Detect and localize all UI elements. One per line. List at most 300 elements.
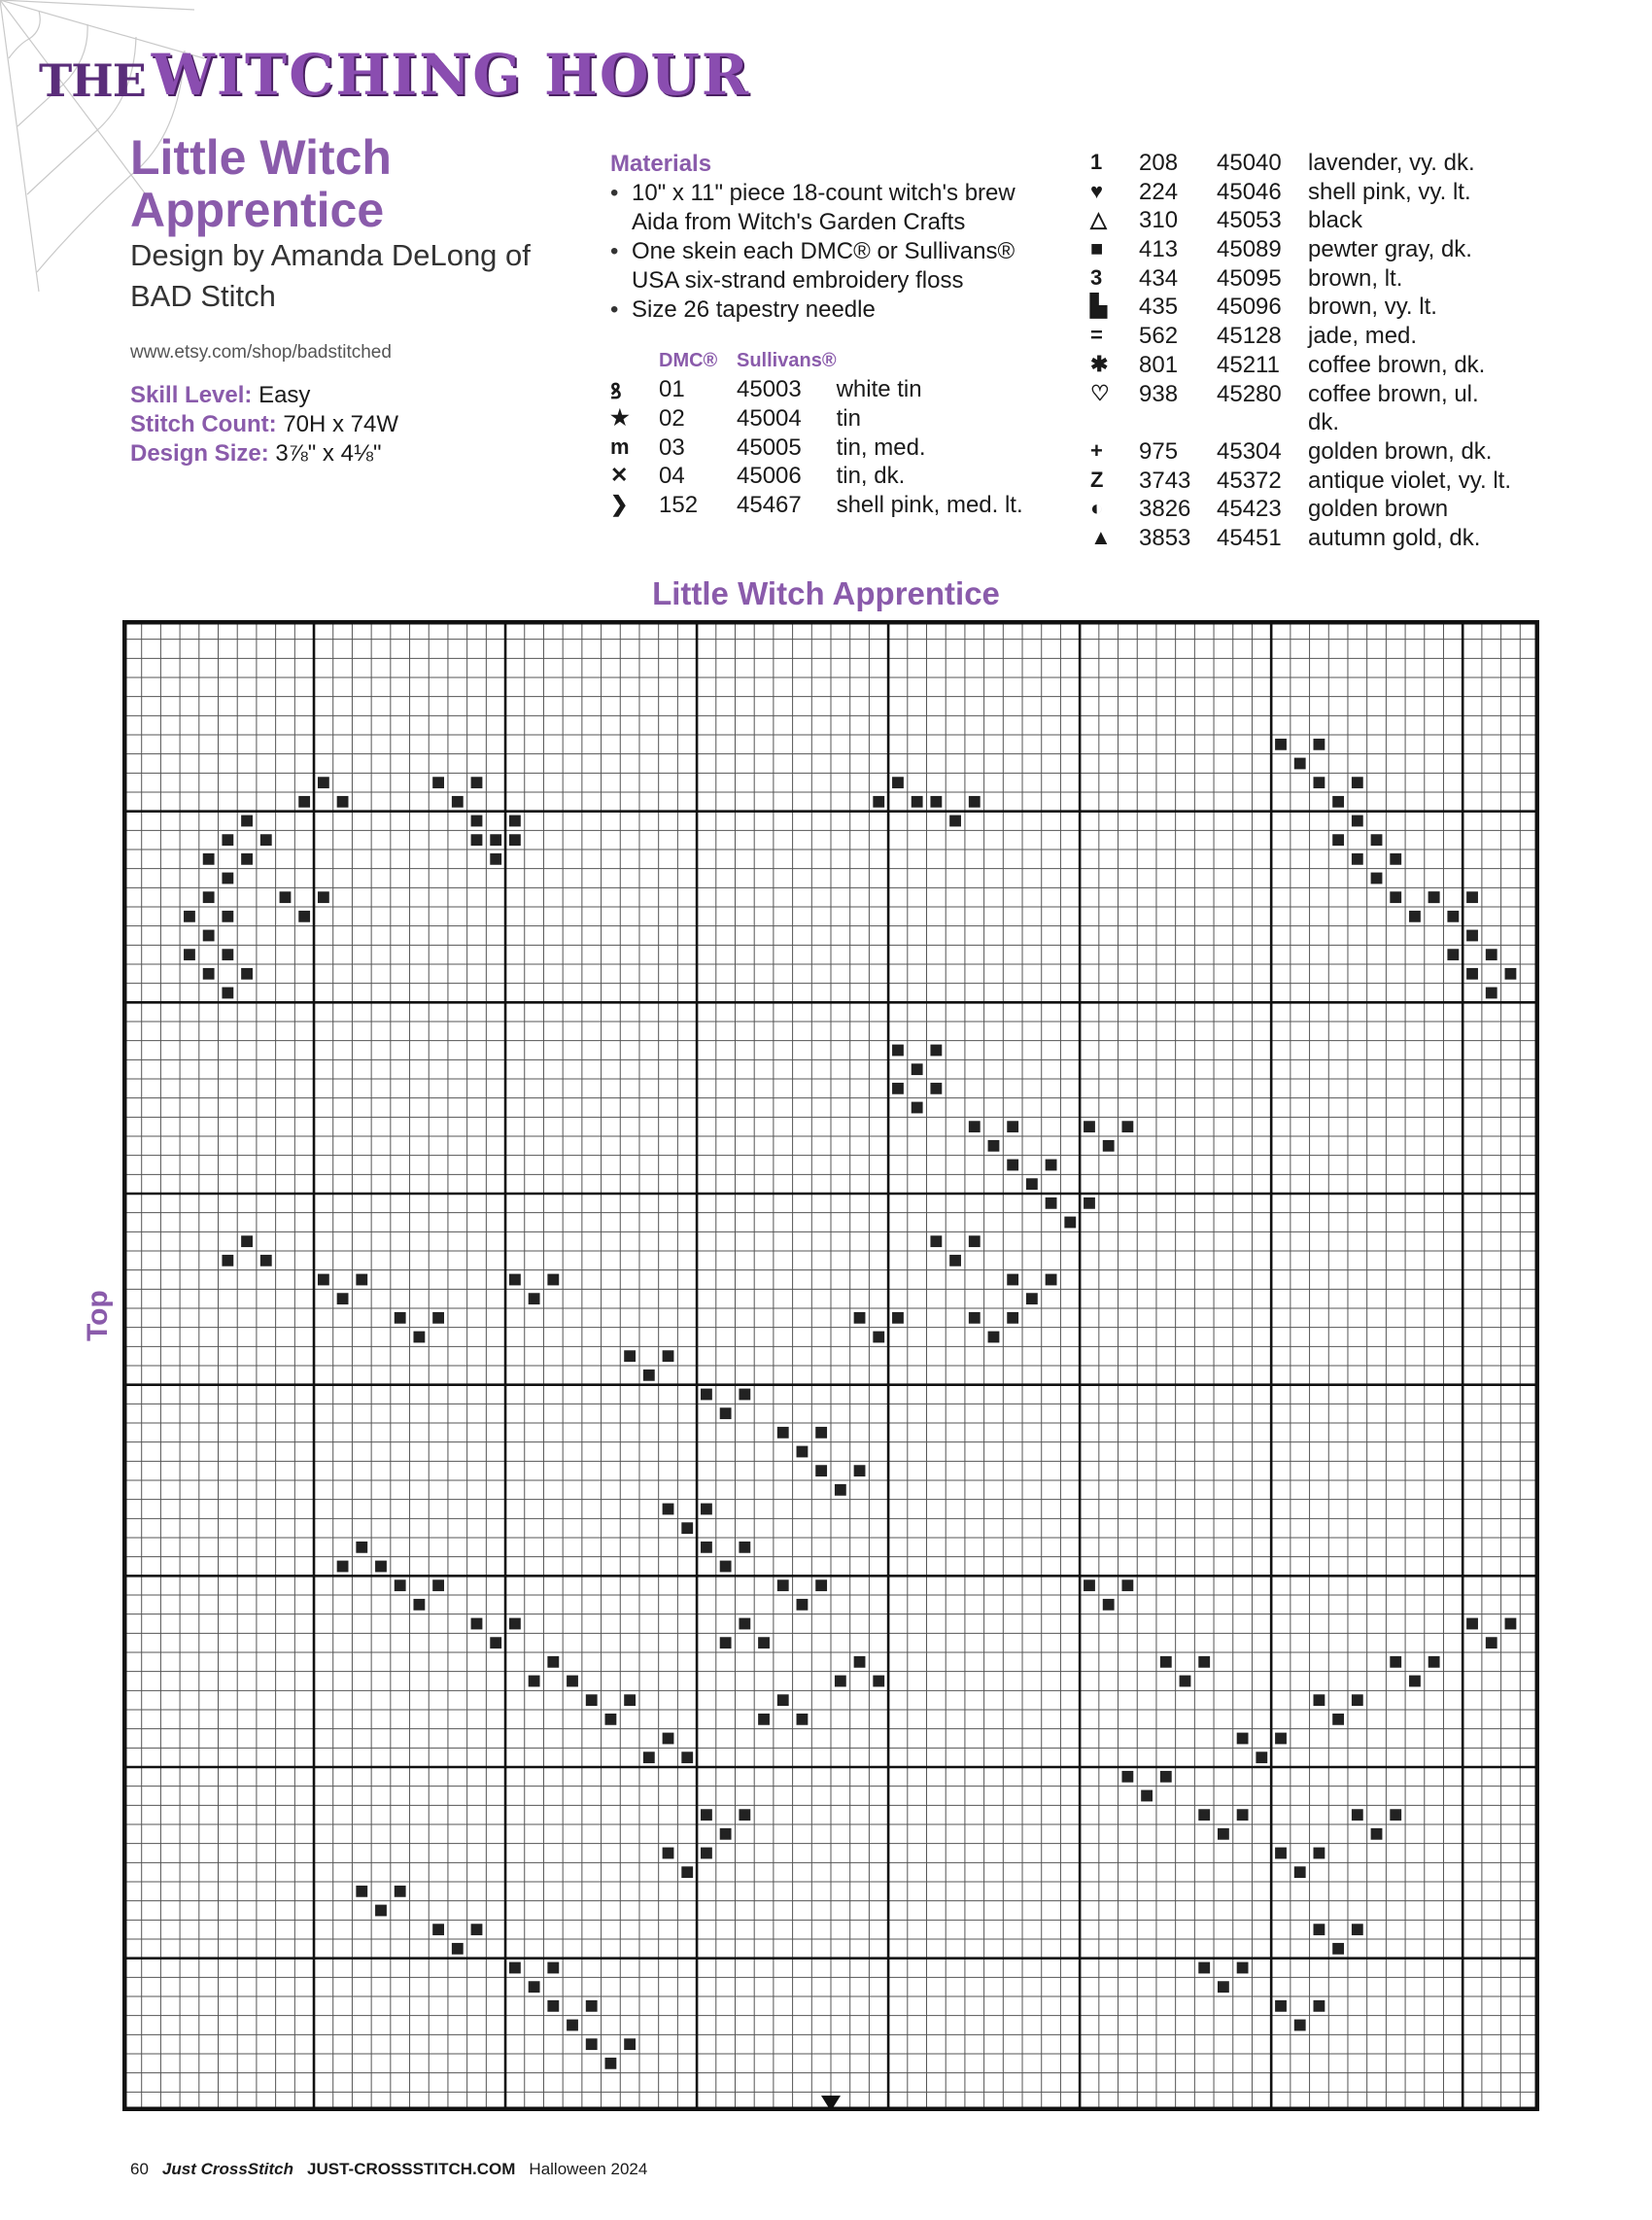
stitch-symbol <box>509 1962 521 1974</box>
stitch-symbol <box>1352 1924 1363 1935</box>
key-dmc-number: 224 <box>1139 178 1179 205</box>
key-row <box>1090 179 1561 208</box>
key-row-continued <box>1090 409 1561 438</box>
key-blank-cell <box>1139 409 1217 438</box>
stitch-symbol <box>1447 911 1459 922</box>
key-sullivans-number: 45304 <box>1217 437 1282 465</box>
stitch-symbol <box>1275 1733 1287 1745</box>
key-row <box>610 434 1023 464</box>
stitch-symbol <box>797 1446 809 1458</box>
stitch-symbol <box>873 796 884 808</box>
key-color-name: autumn gold, dk. <box>1308 524 1481 551</box>
key-dmc-number: 3826 <box>1139 496 1191 523</box>
stitch-symbol <box>663 1504 674 1515</box>
stitch-symbol <box>375 1905 387 1917</box>
stitch-symbol <box>1046 1160 1057 1171</box>
key-row <box>610 492 1023 521</box>
stitch-symbol <box>969 1235 981 1247</box>
stitch-symbol <box>1084 1121 1095 1132</box>
key-dmc-number: 3743 <box>1139 467 1191 494</box>
key-dmc-number: 562 <box>1139 323 1179 350</box>
stitch-symbol <box>777 1694 789 1706</box>
key-dmc-number: 04 <box>659 463 685 490</box>
stitch-symbol <box>547 1656 559 1668</box>
key-color-name: tin, dk. <box>836 463 906 490</box>
stitch-symbol <box>1466 1618 1478 1630</box>
stitch-symbol <box>1046 1274 1057 1286</box>
stitch-symbol <box>912 796 923 808</box>
page-number: 60 <box>130 2160 149 2178</box>
stitch-symbol <box>432 1924 444 1935</box>
stitch-symbol <box>356 1886 367 1897</box>
floss-key-table-right <box>1090 150 1561 554</box>
stitch-symbol <box>1237 1733 1249 1745</box>
stitch-symbol <box>1103 1140 1115 1152</box>
stitch-symbol <box>1160 1656 1172 1668</box>
square-icon: ■ <box>1090 236 1104 261</box>
stitch-symbol <box>1121 1771 1133 1783</box>
stitch-symbol <box>1352 853 1363 865</box>
stitch-symbol <box>547 1274 559 1286</box>
stitch-symbol <box>720 1407 732 1419</box>
stitch-symbol <box>432 1579 444 1591</box>
key-color-name: tin <box>836 405 861 432</box>
key-row <box>610 463 1023 492</box>
stitch-symbol <box>1275 739 1287 750</box>
stitch-symbol <box>318 1274 329 1286</box>
chart-top-label: Top <box>82 1290 114 1341</box>
stitch-symbol <box>1428 1656 1440 1668</box>
stitch-symbol <box>1007 1160 1018 1171</box>
stitch-symbol <box>835 1484 846 1496</box>
designer-website: www.etsy.com/shop/badstitched <box>130 342 392 363</box>
stitch-symbol <box>892 1045 904 1057</box>
stitch-symbol <box>701 1389 712 1401</box>
key-dmc-number: 938 <box>1139 380 1179 407</box>
stitch-symbol <box>663 1733 674 1745</box>
stitch-symbol <box>815 1465 827 1476</box>
key-sullivans-number: 45004 <box>737 405 802 432</box>
key-dmc-number: 801 <box>1139 351 1179 378</box>
designer-credit: Design by Amanda DeLong of BAD Stitch <box>130 238 531 313</box>
stitch-symbol <box>892 1312 904 1324</box>
key-color-name: antique violet, vy. lt. <box>1308 467 1511 494</box>
materials-item: • Size 26 tapestry needle <box>632 295 1057 325</box>
key-color-name: white tin <box>836 376 922 402</box>
key-row <box>1090 468 1561 497</box>
stitch-symbol <box>1332 1943 1344 1955</box>
stitch-symbol <box>509 815 521 827</box>
equals-icon: = <box>1090 323 1103 348</box>
stitch-symbol <box>1390 853 1401 865</box>
stitch-symbol <box>873 1332 884 1343</box>
stitch-symbol <box>1466 930 1478 942</box>
key-dmc-number: 310 <box>1139 207 1179 234</box>
key-row <box>1090 150 1561 179</box>
stitch-symbol <box>854 1465 866 1476</box>
key-sullivans-number: 45003 <box>737 376 802 402</box>
stitch-symbol <box>1218 1981 1229 1993</box>
chart-title: Little Witch Apprentice <box>652 575 1000 611</box>
stitch-symbol <box>1505 968 1517 980</box>
brand-title: WITCHING HOUR <box>151 42 751 108</box>
stitch-symbol <box>337 1561 349 1573</box>
key-row <box>610 376 1023 405</box>
key-dmc-number: 03 <box>659 434 685 461</box>
stitch-symbol <box>969 796 981 808</box>
stitch-symbol <box>222 873 233 885</box>
stitch-symbol <box>1466 891 1478 903</box>
key-sullivans-number: 45467 <box>737 492 802 519</box>
chart-grid-minor <box>122 620 1539 2111</box>
stitch-symbol <box>490 834 501 846</box>
stitch-symbol <box>739 1618 750 1630</box>
stitch-symbol <box>739 1389 750 1401</box>
stitch-symbol <box>1026 1293 1038 1304</box>
stitch-symbol <box>892 1083 904 1094</box>
key-sullivans-number: 45372 <box>1217 467 1282 494</box>
stitch-symbol <box>395 1312 406 1324</box>
section-header-brand <box>39 35 751 108</box>
key-dmc-number: 02 <box>659 405 685 432</box>
stitch-symbol <box>452 1943 464 1955</box>
stitch-symbol <box>222 949 233 960</box>
stitch-symbol <box>337 796 349 808</box>
stitch-symbol <box>1046 1197 1057 1209</box>
stitch-symbol <box>797 1714 809 1725</box>
stitch-symbol <box>241 853 253 865</box>
stitch-symbol <box>892 777 904 788</box>
stitch-symbol <box>758 1714 770 1725</box>
key-dmc-number: 434 <box>1139 264 1179 292</box>
stitch-symbol <box>547 2000 559 2012</box>
stitch-symbol <box>1352 1694 1363 1706</box>
stitch-symbol <box>1332 834 1344 846</box>
stitch-symbol <box>681 1522 693 1534</box>
stitch-symbol <box>318 777 329 788</box>
stitch-symbol <box>1180 1676 1191 1687</box>
stitch-symbol <box>241 968 253 980</box>
stitch-symbol <box>1409 1676 1421 1687</box>
stitch-symbol <box>663 1848 674 1859</box>
stitch-symbol <box>701 1848 712 1859</box>
stitch-symbol <box>701 1542 712 1553</box>
floss-key-table-left <box>610 350 1023 521</box>
stitch-symbol <box>1314 1694 1325 1706</box>
ribbon-icon: ꝸ <box>610 379 622 403</box>
stitch-symbol <box>873 1676 884 1687</box>
materials-list <box>610 179 1057 325</box>
key-sullivans-number: 45211 <box>1217 351 1280 378</box>
stitch-symbol <box>413 1599 425 1611</box>
plus-icon: + <box>1090 437 1103 463</box>
stitch-symbol <box>930 1235 942 1247</box>
key-left-body <box>610 376 1023 521</box>
key-header-sullivans: Sullivans® <box>737 350 837 371</box>
stitch-symbol <box>395 1579 406 1591</box>
stitch-symbol <box>395 1886 406 1897</box>
stitch-symbol <box>337 1293 349 1304</box>
key-sullivans-number: 45095 <box>1217 264 1282 292</box>
stitch-symbol <box>471 1618 483 1630</box>
stitch-symbol <box>1198 1656 1210 1668</box>
key-sullivans-number: 45046 <box>1217 178 1282 205</box>
key-sullivans-number: 45006 <box>737 463 802 490</box>
key-sullivans-number: 45053 <box>1217 207 1282 234</box>
key-color-name: pewter gray, dk. <box>1308 236 1472 263</box>
stitch-symbol <box>681 1752 693 1763</box>
stitch-symbol <box>1314 777 1325 788</box>
stitch-symbol <box>930 1083 942 1094</box>
key-color-name: golden brown <box>1308 496 1449 523</box>
stitch-symbol <box>720 1828 732 1840</box>
stitch-symbol <box>184 949 195 960</box>
stitch-symbol <box>356 1542 367 1553</box>
stitch-symbol <box>222 1255 233 1266</box>
stitch-symbol <box>241 815 253 827</box>
stitch-symbol <box>1141 1790 1153 1802</box>
stitch-symbol <box>605 2058 617 2069</box>
stitch-symbol <box>260 1255 272 1266</box>
stitch-symbol <box>203 853 215 865</box>
stitch-symbol <box>471 834 483 846</box>
stitch-symbol <box>222 834 233 846</box>
heart-icon: ♥ <box>1090 178 1104 203</box>
materials-item: • 10" x 11" piece 18-count witch's brew Aida from Witch's Garden Crafts <box>632 179 1057 237</box>
materials-heading: Materials <box>610 151 712 177</box>
key-row <box>1090 352 1561 381</box>
key-dmc-number: 3853 <box>1139 524 1191 551</box>
stitch-symbol <box>643 1752 655 1763</box>
stitch-symbol <box>1390 1656 1401 1668</box>
stitch-symbol <box>509 1274 521 1286</box>
stitch-symbol <box>949 815 961 827</box>
key-row <box>1090 236 1561 265</box>
stitch-symbol <box>1447 949 1459 960</box>
stitch-symbol <box>490 1637 501 1648</box>
stitch-symbol <box>222 911 233 922</box>
stitch-symbol <box>1121 1579 1133 1591</box>
stitch-symbol <box>835 1676 846 1687</box>
stitch-symbol <box>1064 1217 1076 1229</box>
stitch-symbol <box>586 2000 598 2012</box>
stitch-symbol <box>1084 1197 1095 1209</box>
stitch-symbol <box>930 796 942 808</box>
key-color-name-continued: dk. <box>1308 409 1340 436</box>
stitch-symbol <box>509 1618 521 1630</box>
key-sullivans-number: 45040 <box>1217 150 1282 176</box>
three-icon: 3 <box>1090 264 1103 290</box>
key-dmc-number: 435 <box>1139 294 1179 321</box>
stitch-symbol <box>1390 891 1401 903</box>
key-blank-cell <box>1090 409 1139 438</box>
magazine-name: Just CrossStitch <box>161 2160 294 2178</box>
stitch-symbol <box>567 1676 578 1687</box>
key-blank-cell <box>1217 409 1308 438</box>
key-row <box>1090 294 1561 323</box>
key-sullivans-number: 45451 <box>1217 524 1282 551</box>
stitch-symbol <box>529 1676 540 1687</box>
stitch-symbol <box>949 1255 961 1266</box>
stitch-symbol <box>1237 1809 1249 1821</box>
stitch-symbol <box>624 1350 636 1362</box>
triangle-filled-icon: ▲ <box>1090 524 1112 549</box>
stitch-symbol <box>471 777 483 788</box>
stitch-symbol <box>701 1809 712 1821</box>
stitch-symbol <box>1314 1848 1325 1859</box>
stitch-symbol <box>1352 815 1363 827</box>
stitch-symbol <box>624 1694 636 1706</box>
key-sullivans-number: 45280 <box>1217 380 1282 407</box>
stitch-symbol <box>567 2020 578 2031</box>
stitch-symbol <box>529 1981 540 1993</box>
stitch-symbol <box>547 1962 559 1974</box>
stitch-symbol <box>1371 834 1383 846</box>
stitch-symbol <box>413 1332 425 1343</box>
stitch-symbol <box>930 1045 942 1057</box>
stitch-symbol <box>739 1809 750 1821</box>
cross-stitch-chart <box>122 620 1539 2111</box>
key-dmc-number: 208 <box>1139 150 1179 176</box>
stitch-symbol <box>298 796 310 808</box>
stitch-symbol <box>1332 1714 1344 1725</box>
key-sullivans-number: 45423 <box>1217 496 1282 523</box>
stitch-symbol <box>1026 1178 1038 1190</box>
asterisk-icon: ✱ <box>1090 351 1109 376</box>
stitch-symbol <box>854 1312 866 1324</box>
l-block-icon: ▙ <box>1090 294 1107 319</box>
key-color-name: black <box>1308 207 1363 234</box>
stitch-count-label: Stitch Count: <box>130 411 277 437</box>
key-color-name: lavender, vy. dk. <box>1308 150 1475 176</box>
stitch-symbol <box>1275 2000 1287 2012</box>
stitch-symbol <box>432 777 444 788</box>
stitch-symbol <box>797 1599 809 1611</box>
key-row <box>1090 207 1561 236</box>
key-dmc-number: 01 <box>659 376 685 402</box>
stitch-symbol <box>318 891 329 903</box>
stitch-symbol <box>203 891 215 903</box>
stitch-symbol <box>1007 1274 1018 1286</box>
stitch-symbol <box>375 1561 387 1573</box>
stitch-symbol <box>1314 2000 1325 2012</box>
pattern-title: Little Witch Apprentice <box>130 130 392 237</box>
stitch-symbol <box>1352 1809 1363 1821</box>
key-color-name: tin, med. <box>836 434 926 461</box>
stitch-symbol <box>663 1350 674 1362</box>
stitch-symbol <box>1505 1618 1517 1630</box>
key-sullivans-number: 45096 <box>1217 294 1282 321</box>
stitch-symbol <box>1486 1637 1497 1648</box>
x-icon: ✕ <box>610 463 629 488</box>
design-size-row <box>130 439 398 468</box>
key-right-body <box>1090 150 1561 554</box>
key-row <box>1090 381 1561 410</box>
key-color-name: jade, med. <box>1308 323 1418 350</box>
key-color-name: shell pink, med. lt. <box>836 492 1023 519</box>
stitch-symbol <box>203 930 215 942</box>
key-header-dmc: DMC® <box>659 350 718 371</box>
key-sullivans-number: 45005 <box>737 434 802 461</box>
stitch-symbol <box>203 968 215 980</box>
magazine-url: JUST-CROSSSTITCH.COM <box>307 2160 516 2178</box>
stitch-symbol <box>1294 758 1306 770</box>
stitch-symbol <box>777 1579 789 1591</box>
stitch-symbol <box>184 911 195 922</box>
stitch-symbol <box>701 1504 712 1515</box>
stitch-symbol <box>260 834 272 846</box>
stitch-symbol <box>1007 1312 1018 1324</box>
stitch-symbol <box>1256 1752 1267 1763</box>
stitch-symbol <box>1314 1924 1325 1935</box>
key-row <box>1090 265 1561 295</box>
stitch-symbol <box>280 891 292 903</box>
heart-outline-icon: ♡ <box>1090 380 1110 405</box>
stitch-symbol <box>681 1866 693 1878</box>
stitch-symbol <box>739 1542 750 1553</box>
stitch-symbol <box>605 1714 617 1725</box>
key-row <box>1090 323 1561 352</box>
stitch-symbol <box>1198 1809 1210 1821</box>
one-icon: 1 <box>1090 150 1103 174</box>
stitch-symbol <box>1409 911 1421 922</box>
m-icon: m <box>610 434 630 459</box>
stitch-symbol <box>1007 1121 1018 1132</box>
stitch-symbol <box>720 1561 732 1573</box>
stitch-symbol <box>1486 988 1497 999</box>
materials-item: • One skein each DMC® or Sullivans® USA six-strand embroidery floss <box>632 237 1057 295</box>
key-dmc-number: 975 <box>1139 437 1179 465</box>
stitch-symbol <box>1371 873 1383 885</box>
stitch-symbol <box>471 1924 483 1935</box>
key-color-name: shell pink, vy. lt. <box>1308 178 1471 205</box>
skill-level-value: Easy <box>258 382 311 408</box>
brand-the: THE <box>39 54 146 107</box>
design-size-label: Design Size: <box>130 440 269 467</box>
stitch-symbol <box>777 1427 789 1439</box>
stitch-symbol <box>1160 1771 1172 1783</box>
stitch-symbol <box>912 1063 923 1075</box>
stitch-symbol <box>1352 777 1363 788</box>
stitch-symbol <box>222 988 233 999</box>
z-icon: Z <box>1090 467 1104 492</box>
stitch-count-value: 70H x 74W <box>283 411 399 437</box>
stitch-symbol <box>1371 1828 1383 1840</box>
stitch-symbol <box>356 1274 367 1286</box>
stitch-symbol <box>1428 891 1440 903</box>
key-sullivans-number: 45089 <box>1217 236 1282 263</box>
page-footer <box>130 2160 647 2179</box>
key-row <box>1090 525 1561 554</box>
stitch-symbol <box>1218 1828 1229 1840</box>
stitch-symbol <box>815 1579 827 1591</box>
star-icon: ★ <box>610 405 630 430</box>
stitch-symbol <box>1121 1121 1133 1132</box>
stitch-symbol <box>624 2038 636 2050</box>
stitch-symbol <box>241 1235 253 1247</box>
stitch-symbol <box>490 853 501 865</box>
stitch-symbol <box>1275 1848 1287 1859</box>
key-color-name: golden brown, dk. <box>1308 437 1493 465</box>
key-header-blank <box>610 350 659 376</box>
key-color-name: coffee brown, ul. <box>1308 380 1479 407</box>
skill-level-label: Skill Level: <box>130 382 253 408</box>
pattern-info <box>130 381 398 468</box>
skill-level-row <box>130 381 398 410</box>
chevron-icon: ❯ <box>610 492 629 517</box>
stitch-symbol <box>586 2038 598 2050</box>
stitch-symbol <box>969 1312 981 1324</box>
